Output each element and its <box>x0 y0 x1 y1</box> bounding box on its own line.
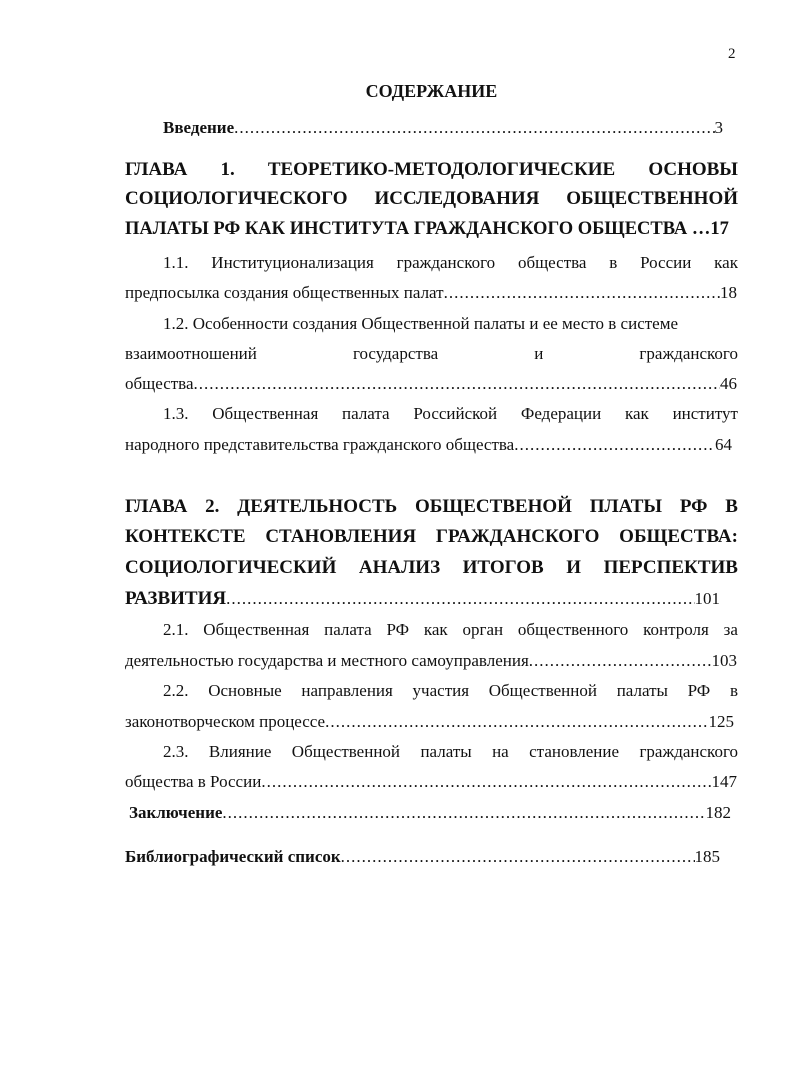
word: государства <box>352 344 439 363</box>
word: ОБЩЕСТВЕННОЙ <box>566 188 738 209</box>
word: 1. <box>220 159 235 180</box>
toc-section-2-3-line1 <box>163 742 738 762</box>
toc-section-text: общества <box>125 374 194 393</box>
toc-conclusion <box>129 803 731 823</box>
word: 2.2. <box>163 681 189 700</box>
toc-section-2-1-line1 <box>163 620 738 640</box>
chapter1-heading-line2 <box>125 189 738 209</box>
word: РФ <box>679 496 708 517</box>
toc-page: 103 <box>711 651 737 670</box>
toc-section-text: законотворческом процессе <box>125 712 326 731</box>
word: 2. <box>205 496 220 517</box>
toc-intro-label: Введение <box>163 118 235 137</box>
chapter1-heading-line3: ПАЛАТЫ РФ КАК ИНСТИТУТА ГРАЖДАНСКОГО ОБЩЕСТВА …17 <box>125 219 729 239</box>
toc-page: 125 <box>708 712 734 731</box>
chapter2-heading-line2 <box>125 527 738 547</box>
toc-section-2-1-line2 <box>125 651 737 671</box>
toc-bibliography-page: 185 <box>694 847 720 866</box>
toc-section-1-2-line3 <box>125 374 737 394</box>
dot-leader <box>444 283 720 303</box>
toc-section-1-3-line2 <box>125 435 732 455</box>
toc-section-text: деятельностью государства и местного самоуправления <box>125 651 529 670</box>
word: ДЕЯТЕЛЬНОСТЬ <box>237 496 398 517</box>
word: ТЕОРЕТИКО-МЕТОДОЛОГИЧЕСКИЕ <box>267 159 616 180</box>
word: как <box>714 253 738 272</box>
word: в <box>609 253 618 272</box>
toc-section-text: РАЗВИТИЯ <box>125 588 227 609</box>
word: Федерации <box>520 404 602 423</box>
word: Основные <box>208 681 282 700</box>
toc-section-1-1-line2 <box>125 283 737 303</box>
word: ГРАЖДАНСКОГО <box>435 526 600 547</box>
word: ГЛАВА <box>125 159 188 180</box>
word: палаты <box>616 681 668 700</box>
word: РФ <box>687 681 711 700</box>
toc-section-text: предпосылка создания общественных палат <box>125 283 444 302</box>
word: СОЦИОЛОГИЧЕСКОГО <box>125 188 348 209</box>
word: Общественная <box>203 620 310 639</box>
dot-leader <box>341 847 695 867</box>
toc-section-text: общества в России <box>125 772 262 791</box>
toc-page: 64 <box>715 435 732 454</box>
toc-conclusion-page: 182 <box>705 803 731 822</box>
word: Российской <box>413 404 498 423</box>
word: становление <box>529 742 620 761</box>
toc-intro <box>163 118 723 138</box>
toc-bibliography <box>125 847 720 867</box>
chapter2-heading-line1 <box>125 497 738 517</box>
word: АНАЛИЗ <box>358 557 441 578</box>
word: СТАНОВЛЕНИЯ <box>265 526 417 547</box>
word: контроля <box>643 620 709 639</box>
word: ИССЛЕДОВАНИЯ <box>374 188 540 209</box>
toc-page: 46 <box>720 374 737 393</box>
toc-section-2-2-line2 <box>125 712 734 732</box>
word: гражданского <box>639 742 738 761</box>
word: общества <box>517 253 587 272</box>
word: РФ <box>386 620 410 639</box>
toc-section-text: народного представительства гражданского общества <box>125 435 515 454</box>
word: В <box>725 496 738 517</box>
toc-section-2-3-line2 <box>125 772 737 792</box>
word: Общественная <box>212 404 319 423</box>
word: Институционализация <box>211 253 374 272</box>
word: участия <box>412 681 470 700</box>
dot-leader <box>261 772 711 792</box>
word: 2.3. <box>163 742 189 761</box>
word: общественного <box>517 620 629 639</box>
dot-leader <box>325 712 708 732</box>
word: России <box>640 253 692 272</box>
word: ИТОГОВ <box>462 557 544 578</box>
word: палаты <box>420 742 472 761</box>
dot-leader <box>194 374 720 394</box>
word: ОБЩЕСТВЕНОЙ <box>414 496 572 517</box>
word: как <box>423 620 448 639</box>
word: направления <box>301 681 393 700</box>
word: в <box>729 681 738 700</box>
word: Общественной <box>488 681 597 700</box>
word: СОЦИОЛОГИЧЕСКИЙ <box>125 557 337 578</box>
toc-section-1-2-line2 <box>125 344 738 364</box>
word: взаимоотношений <box>125 344 257 363</box>
dot-leader <box>226 589 694 609</box>
toc-page: 147 <box>711 772 737 791</box>
dot-leader <box>234 118 714 138</box>
toc-section-1-3-line1 <box>163 404 738 424</box>
word: Влияние <box>208 742 272 761</box>
word: 2.1. <box>163 620 189 639</box>
dot-leader <box>514 435 715 455</box>
word: как <box>624 404 649 423</box>
word: ГЛАВА <box>125 496 188 517</box>
word: институт <box>672 404 738 423</box>
page-number: 2 <box>728 46 736 62</box>
toc-section-1-2-line1: 1.2. Особенности создания Общественной палаты и ее место в системе <box>163 314 679 333</box>
chapter2-heading-line3 <box>125 558 738 578</box>
word: ОСНОВЫ <box>648 159 738 180</box>
word: гражданского <box>639 344 738 363</box>
word: КОНТЕКСТЕ <box>125 526 246 547</box>
word: на <box>492 742 509 761</box>
dot-leader <box>222 803 705 823</box>
toc-section-2-2-line1 <box>163 681 738 701</box>
word: гражданского <box>396 253 496 272</box>
toc-bibliography-label: Библиографический список <box>125 847 341 866</box>
toc-conclusion-label: Заключение <box>129 803 223 822</box>
chapter1-heading-line1 <box>125 160 738 180</box>
word: за <box>723 620 738 639</box>
word: Общественной <box>291 742 401 761</box>
toc-page: 18 <box>720 283 737 302</box>
dot-leader <box>529 651 712 671</box>
chapter2-heading-line4 <box>125 589 720 609</box>
toc-page: 101 <box>694 589 720 608</box>
word: палата <box>342 404 390 423</box>
word: 1.1. <box>163 253 189 272</box>
word: 1.3. <box>163 404 189 423</box>
word: орган <box>462 620 504 639</box>
word: ПЕРСПЕКТИВ <box>603 557 738 578</box>
toc-intro-page: 3 <box>714 118 723 137</box>
toc-section-1-1-line1 <box>163 253 738 273</box>
word: ОБЩЕСТВА: <box>619 526 738 547</box>
word: И <box>566 557 582 578</box>
word: палата <box>324 620 372 639</box>
word: и <box>534 344 544 363</box>
page-title: СОДЕРЖАНИЕ <box>365 81 498 101</box>
word: ПЛАТЫ <box>589 496 663 517</box>
